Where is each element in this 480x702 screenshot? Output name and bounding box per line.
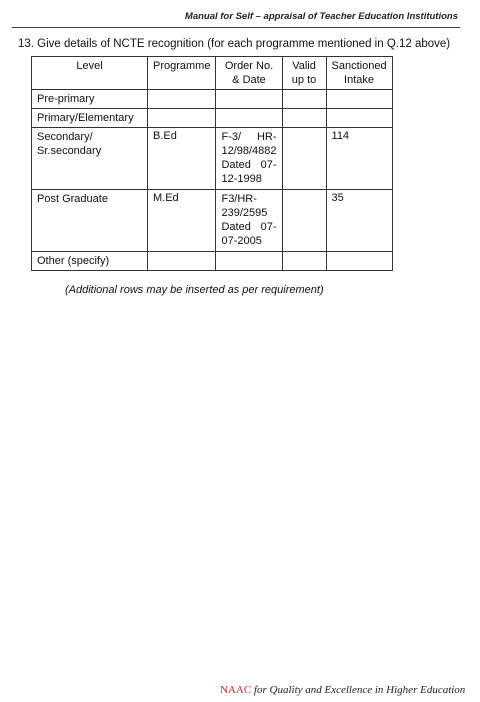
ncte-recognition-table: [31, 56, 393, 271]
cell-level: Pre-primary: [32, 90, 148, 109]
cell-order: [216, 90, 282, 109]
header-level: Level: [32, 57, 148, 90]
page-header: Manual for Self – appraisal of Teacher Education Institutions: [184, 11, 458, 22]
table-row: [32, 252, 393, 271]
cell-valid: [282, 252, 326, 271]
table-row: [32, 90, 393, 109]
cell-order: F3/HR-239/2595 Dated 07-07-2005: [216, 190, 282, 252]
cell-valid: [282, 128, 326, 190]
cell-valid: [282, 90, 326, 109]
table-row: [32, 190, 393, 252]
naac-brand: NAAC: [220, 684, 252, 696]
header-divider: [12, 27, 460, 28]
cell-order: [216, 109, 282, 128]
cell-programme: [148, 90, 216, 109]
table-row: [32, 109, 393, 128]
cell-level: Other (specify): [32, 252, 148, 271]
header-valid: Valid up to: [282, 57, 326, 90]
cell-intake: [326, 109, 392, 128]
additional-rows-note: (Additional rows may be inserted as per requirement): [65, 284, 324, 296]
cell-intake: [326, 90, 392, 109]
cell-programme: M.Ed: [148, 190, 216, 252]
cell-order: [216, 252, 282, 271]
footer-tagline: for Quality and Excellence in Higher Education: [253, 684, 466, 696]
header-programme: Programme: [148, 57, 216, 90]
page-footer: [220, 684, 465, 696]
cell-intake: [326, 252, 392, 271]
table-header-row: [32, 57, 393, 90]
cell-intake: 35: [326, 190, 392, 252]
cell-programme: [148, 252, 216, 271]
question-text: 13. Give details of NCTE recognition (for each programme mentioned in Q.12 above): [18, 38, 451, 50]
cell-programme: B.Ed: [148, 128, 216, 190]
cell-valid: [282, 109, 326, 128]
header-order: Order No. & Date: [216, 57, 282, 90]
cell-level: Secondary/ Sr.secondary: [32, 128, 148, 190]
cell-valid: [282, 190, 326, 252]
cell-level: Primary/Elementary: [32, 109, 148, 128]
cell-order: F-3/ HR-12/98/4882 Dated 07-12-1998: [216, 128, 282, 190]
table-row: [32, 128, 393, 190]
cell-intake: 114: [326, 128, 392, 190]
header-intake: Sanctioned Intake: [326, 57, 392, 90]
cell-programme: [148, 109, 216, 128]
cell-level: Post Graduate: [32, 190, 148, 252]
